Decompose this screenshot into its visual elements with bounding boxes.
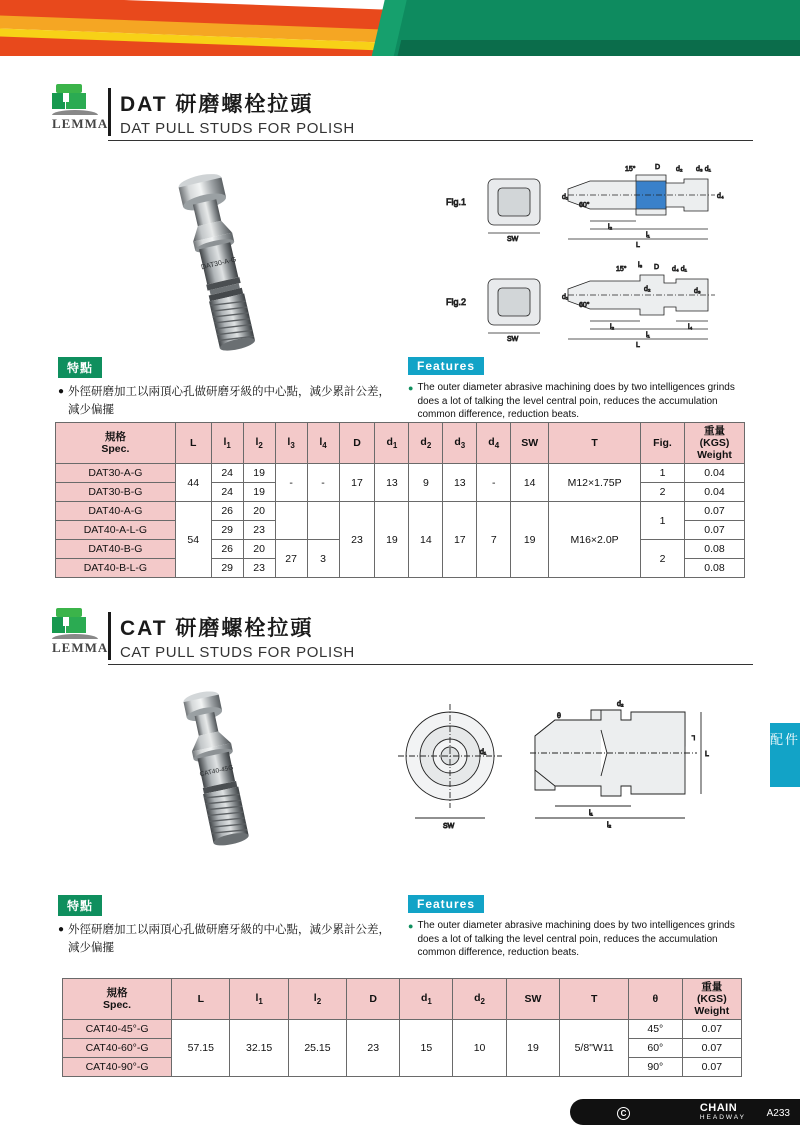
title-underline-dat: [108, 140, 753, 141]
cell-spec: DAT40-B-G: [56, 540, 176, 559]
cell-l2: 23: [243, 521, 275, 540]
th-L-dat: L: [175, 423, 211, 464]
section-header-cat: [108, 612, 708, 665]
cell-l2: 19: [243, 483, 275, 502]
svg-text:SW: SW: [507, 236, 519, 243]
svg-text:θ: θ: [557, 713, 561, 720]
cell-T: M16×2.0P: [549, 502, 641, 578]
svg-text:D: D: [654, 264, 660, 271]
section-title-en-cat: CAT PULL STUDS FOR POLISH: [120, 644, 355, 661]
th-spec-cat: [63, 979, 172, 1020]
svg-text:L: L: [636, 242, 640, 249]
logo-wordmark: LEMMA: [52, 116, 109, 131]
th-l2-cat: $l_2$: [288, 979, 346, 1020]
cell-SW: 19: [511, 502, 549, 578]
logo-wave-shape: [52, 634, 98, 639]
th-theta-cat: θ: [629, 979, 683, 1020]
th-l1-cat: $l_1$: [230, 979, 288, 1020]
cell-L: 54: [175, 502, 211, 578]
svg-text:l₂: l₂: [608, 224, 613, 231]
cell-spec: DAT40-B-L-G: [56, 559, 176, 578]
page-number: A233: [766, 1108, 790, 1119]
features-block-cn-dat: [58, 357, 398, 420]
bullet-en-cat: ●: [408, 921, 414, 931]
cell-l4: -: [307, 464, 339, 502]
th-weight-en-cat: Weight: [694, 1005, 730, 1018]
features-text-en-dat: The outer diameter abrasive machining does by two intelligences grinds does a lot of talking the level central poin, reduces the accumulation common difference, reduction beats.: [417, 382, 735, 420]
cell-l2: 19: [243, 464, 275, 483]
title-accent-bar: [108, 612, 111, 660]
cell-l2: 20: [243, 502, 275, 521]
svg-text:d₁: d₁: [480, 749, 487, 756]
cell-D: 23: [347, 1020, 400, 1077]
svg-text:d₂: d₂: [617, 701, 624, 708]
section-title-cn-cat: CAT 研磨螺栓拉頭: [120, 617, 314, 640]
cell-l3: -: [275, 464, 307, 502]
product-photo-dat: [140, 160, 300, 360]
cell-d4: 7: [477, 502, 511, 578]
th-spec-cn-dat: 規格: [104, 431, 126, 444]
th-l4-dat: $l_4$: [307, 423, 339, 464]
side-tab-accessories[interactable]: 配件: [770, 723, 800, 787]
features-text-en-cat: The outer diameter abrasive machining does by two intelligences grinds does a lot of talking the level central poin, reduces the accumulation common difference, reduction beats.: [417, 920, 735, 958]
th-l1-dat: $l_1$: [211, 423, 243, 464]
cell-T: M12×1.75P: [549, 464, 641, 502]
svg-text:D: D: [655, 164, 661, 171]
cell-weight: 0.04: [684, 464, 744, 483]
th-weight-unit-cat: (KGS): [696, 993, 727, 1006]
title-underline-cat: [108, 664, 753, 665]
footer-brand: [700, 1102, 746, 1121]
product-photo-cat: [130, 678, 310, 858]
table-header-row-cat: [63, 979, 742, 1020]
th-l2-dat: $l_2$: [243, 423, 275, 464]
bullet-cn-dat: ●: [58, 386, 65, 397]
th-d3-dat: $d_3$: [443, 423, 477, 464]
cell-spec: CAT40-45°-G: [63, 1020, 172, 1039]
cell-fig: 2: [641, 540, 685, 578]
th-fig-dat: Fig.: [641, 423, 685, 464]
cell-d2: 14: [409, 502, 443, 578]
features-tag-en-dat: Features: [408, 357, 484, 375]
table-header-row-dat: [56, 423, 745, 464]
cell-theta: 60°: [629, 1039, 683, 1058]
technical-drawing-cat: [385, 690, 745, 860]
features-tag-en-cat: Features: [408, 895, 484, 913]
svg-text:l₂: l₂: [607, 822, 612, 829]
th-d1-cat: $d_1$: [400, 979, 453, 1020]
section-header-dat: [108, 88, 708, 141]
cell-weight: 0.07: [684, 521, 744, 540]
table-row: [56, 464, 745, 483]
cell-l1: 29: [211, 521, 243, 540]
svg-text:60°: 60°: [579, 202, 590, 209]
features-text-cn-cat: 外徑研磨加工以兩頂心孔做研磨牙級的中心點，減少累計公差，減少偏擺: [68, 924, 391, 954]
cell-theta: 90°: [629, 1058, 683, 1077]
th-spec-en-cat: Spec.: [103, 999, 132, 1012]
features-block-en-dat: [408, 357, 748, 422]
th-d2-cat: $d_2$: [453, 979, 506, 1020]
cell-l3: 27: [275, 540, 307, 578]
svg-text:d₁: d₁: [562, 294, 569, 301]
th-T-dat: T: [549, 423, 641, 464]
footer-brand-name: CHAIN: [699, 1102, 738, 1114]
svg-text:L: L: [636, 342, 640, 349]
th-d2-dat: $d_2$: [409, 423, 443, 464]
cell-weight: 0.08: [684, 559, 744, 578]
svg-text:d₂: d₂: [644, 286, 651, 293]
cell-d3: 13: [443, 464, 477, 502]
th-weight-en-dat: Weight: [697, 449, 732, 462]
features-block-cn-cat: [58, 895, 398, 958]
bullet-cn-cat: ●: [58, 924, 65, 935]
cell-fig: 1: [641, 502, 685, 540]
th-weight-cat: [682, 979, 741, 1020]
table-row: [63, 1020, 742, 1039]
cell-l1: 24: [211, 483, 243, 502]
th-SW-cat: SW: [506, 979, 560, 1020]
cell-T: 5/8"W11: [560, 1020, 629, 1077]
th-L-cat: L: [172, 979, 230, 1020]
photo-engraving-cat: CAT40-45G: [199, 764, 235, 779]
th-spec-en-dat: Spec.: [101, 443, 130, 456]
th-weight-unit-dat: (KGS): [699, 437, 730, 450]
th-d4-dat: $d_4$: [477, 423, 511, 464]
cell-d2: 10: [453, 1020, 506, 1077]
cell-l2: 23: [243, 559, 275, 578]
cell-weight: 0.07: [682, 1020, 741, 1039]
th-D-dat: D: [339, 423, 375, 464]
cell-d3: 17: [443, 502, 477, 578]
cube-icon: [52, 84, 86, 110]
cell-weight: 0.08: [684, 540, 744, 559]
svg-text:l₂: l₂: [610, 324, 615, 331]
svg-text:15°: 15°: [616, 266, 627, 273]
th-l3-dat: $l_3$: [275, 423, 307, 464]
svg-text:l₃: l₃: [638, 262, 643, 269]
photo-engraving-dat: DAT30-A-G: [200, 256, 238, 272]
cell-weight: 0.07: [682, 1058, 741, 1077]
cell-l2: 20: [243, 540, 275, 559]
cube-icon: [52, 608, 86, 634]
cell-l3-empty: [275, 502, 307, 540]
th-d1-dat: $d_1$: [375, 423, 409, 464]
svg-text:l₁: l₁: [646, 332, 650, 339]
svg-text:d₁: d₁: [562, 194, 569, 201]
cell-l2: 25.15: [288, 1020, 346, 1077]
cell-spec: DAT40-A-L-G: [56, 521, 176, 540]
banner-white-gap: [0, 56, 800, 68]
features-text-cn-dat: 外徑研磨加工以兩頂心孔做研磨牙級的中心點，減少累計公差，減少偏擺: [68, 386, 391, 416]
svg-text:L: L: [705, 751, 709, 758]
svg-text:60°: 60°: [579, 302, 590, 309]
cell-l1: 24: [211, 464, 243, 483]
section-title-en-dat: DAT PULL STUDS FOR POLISH: [120, 120, 355, 137]
cell-L: 57.15: [172, 1020, 230, 1077]
svg-text:d₃: d₃: [694, 288, 701, 295]
th-weight-dat: [684, 423, 744, 464]
svg-text:d₄ d₁: d₄ d₁: [672, 266, 687, 273]
cell-fig: 1: [641, 464, 685, 483]
footer-black-pill: [570, 1099, 800, 1125]
features-block-en-cat: [408, 895, 748, 960]
logo-wordmark: LEMMA: [52, 640, 109, 655]
features-tag-cn-dat: 特點: [58, 357, 102, 378]
cell-l1: 32.15: [230, 1020, 288, 1077]
th-spec-dat: [56, 423, 176, 464]
svg-text:d₃ d₁: d₃ d₁: [696, 166, 711, 173]
fig1-label: Fig.1: [446, 197, 467, 207]
brand-logo-cat: [52, 608, 108, 656]
th-T-cat: T: [560, 979, 629, 1020]
svg-text:d₄: d₄: [717, 193, 724, 200]
cell-weight: 0.04: [684, 483, 744, 502]
svg-text:l₁: l₁: [589, 810, 593, 817]
cell-weight: 0.07: [684, 502, 744, 521]
spec-table-dat: [55, 422, 745, 578]
svg-text:l₁: l₁: [646, 232, 650, 239]
cell-weight: 0.07: [682, 1039, 741, 1058]
table-row: [56, 502, 745, 521]
cell-l4-empty: [307, 502, 339, 540]
top-decorative-banner: [0, 0, 800, 68]
cell-fig: 2: [641, 483, 685, 502]
cell-l4: 3: [307, 540, 339, 578]
cell-theta: 45°: [629, 1020, 683, 1039]
cell-l1: 26: [211, 540, 243, 559]
cell-spec: CAT40-90°-G: [63, 1058, 172, 1077]
bullet-en-dat: ●: [408, 383, 414, 393]
th-weight-cn-dat: 重量: [703, 425, 725, 437]
cell-D: 17: [339, 464, 375, 502]
th-D-cat: D: [347, 979, 400, 1020]
svg-text:d₂: d₂: [676, 166, 683, 173]
svg-text:SW: SW: [507, 336, 519, 343]
cell-spec: CAT40-60°-G: [63, 1039, 172, 1058]
cell-SW: 19: [506, 1020, 560, 1077]
title-accent-bar: [108, 88, 111, 136]
cell-d1: 13: [375, 464, 409, 502]
cell-l1: 29: [211, 559, 243, 578]
cell-d4: -: [477, 464, 511, 502]
cell-L: 44: [175, 464, 211, 502]
cell-d1: 15: [400, 1020, 453, 1077]
th-spec-cn-cat: 規格: [106, 987, 128, 1000]
cell-l1: 26: [211, 502, 243, 521]
section-title-cn-dat: DAT 研磨螺栓拉頭: [120, 93, 314, 116]
th-weight-cn-cat: 重量: [701, 981, 723, 993]
cell-d2: 9: [409, 464, 443, 502]
cell-D: 23: [339, 502, 375, 578]
features-tag-cn-cat: 特點: [58, 895, 102, 916]
spec-table-cat: [62, 978, 742, 1077]
page-footer: [0, 1095, 800, 1131]
th-SW-dat: SW: [511, 423, 549, 464]
svg-text:┐: ┐: [692, 733, 697, 740]
cell-SW: 14: [511, 464, 549, 502]
footer-brand-sub: HEADWAY: [699, 1114, 746, 1121]
fig2-label: Fig.2: [446, 297, 467, 307]
svg-text:15°: 15°: [625, 166, 636, 173]
logo-wave-shape: [52, 110, 98, 115]
brand-logo-dat: [52, 84, 108, 132]
technical-drawing-dat: [440, 155, 760, 360]
copyright-c-icon: C: [617, 1107, 630, 1120]
svg-text:l₄: l₄: [688, 324, 693, 331]
cell-spec: DAT30-A-G: [56, 464, 176, 483]
cell-spec: DAT40-A-G: [56, 502, 176, 521]
cell-spec: DAT30-B-G: [56, 483, 176, 502]
svg-text:SW: SW: [443, 823, 455, 830]
cell-d1: 19: [375, 502, 409, 578]
